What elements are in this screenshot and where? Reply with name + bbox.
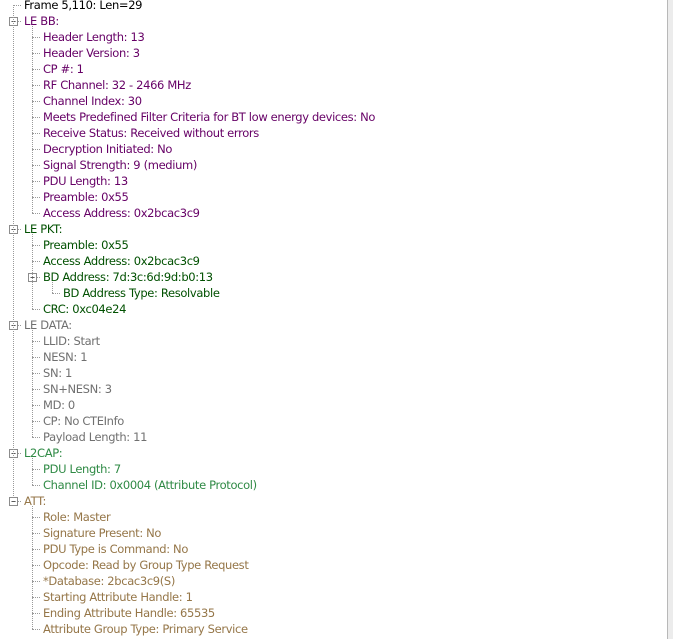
tree-connector-line [52,282,53,293]
tree-node-expandable[interactable]: BD Address: 7d:3c:6d:9d:b0:13 [43,270,213,284]
tree-connector-line [32,437,40,438]
tree-connector-line [32,597,40,598]
collapse-toggle-icon[interactable]: − [9,449,18,458]
tree-connector-line [32,245,40,246]
tree-connector-line [32,405,40,406]
tree-connector-line [32,549,40,550]
tree-node[interactable]: LLID: Start [43,334,100,348]
section-le-pkt[interactable]: LE PKT: [24,222,63,236]
tree-connector-line [32,85,40,86]
tree-connector-line [32,149,40,150]
tree-node[interactable]: CP #: 1 [43,62,84,76]
tree-node[interactable]: Decryption Initiated: No [43,142,173,156]
tree-connector-line [32,458,33,485]
section-att[interactable]: ATT: [24,494,47,508]
tree-connector-line [32,373,40,374]
tree-connector-line [32,533,40,534]
tree-connector-line [18,501,21,502]
tree-connector-line [32,517,40,518]
tree-node[interactable]: RF Channel: 32 - 2466 MHz [43,78,191,92]
tree-connector-line [13,5,14,496]
tree-node-child[interactable]: BD Address Type: Resolvable [63,286,220,300]
tree-node[interactable]: Payload Length: 11 [43,430,148,444]
tree-node[interactable]: CP: No CTEInfo [43,414,124,428]
tree-connector-line [32,117,40,118]
tree-node[interactable]: NESN: 1 [43,350,88,364]
collapse-toggle-icon[interactable]: − [9,17,18,26]
tree-connector-line [32,165,40,166]
tree-node[interactable]: Opcode: Read by Group Type Request [43,558,249,572]
tree-node[interactable]: Receive Status: Received without errors [43,126,259,140]
tree-connector-line [32,26,33,213]
section-le-bb[interactable]: LE BB: [24,14,59,28]
tree-connector-line [32,389,40,390]
tree-connector-line [32,69,40,70]
tree-connector-line [32,565,40,566]
tree-connector-line [32,261,40,262]
tree-node[interactable]: Preamble: 0x55 [43,190,129,204]
tree-connector-line [18,229,21,230]
tree-connector-line [32,469,40,470]
tree-node[interactable]: Access Address: 0x2bcac3c9 [43,206,200,220]
tree-connector-line [52,293,60,294]
tree-connector-line [32,341,40,342]
tree-connector-line [32,37,40,38]
tree-connector-line [32,485,40,486]
collapse-toggle-icon[interactable]: − [9,225,18,234]
tree-connector-line [18,453,21,454]
tree-node[interactable]: PDU Length: 7 [43,462,121,476]
tree-connector-line [32,181,40,182]
tree-node[interactable]: Role: Master [43,510,111,524]
tree-node[interactable]: Signal Strength: 9 (medium) [43,158,198,172]
tree-connector-line [32,309,40,310]
tree-connector-line [32,53,40,54]
vertical-scrollbar[interactable] [667,0,673,639]
tree-node[interactable]: Ending Attribute Handle: 65535 [43,606,215,620]
tree-connector-line [32,613,40,614]
tree-node[interactable]: Meets Predefined Filter Criteria for BT low energy devices: No [43,110,376,124]
section-le-data[interactable]: LE DATA: [24,318,72,332]
collapse-toggle-icon[interactable]: − [28,273,37,282]
tree-connector-line [32,330,33,437]
frame-header[interactable]: Frame 5,110: Len=29 [24,0,143,12]
tree-node[interactable]: Starting Attribute Handle: 1 [43,590,193,604]
tree-node[interactable]: PDU Type is Command: No [43,542,188,556]
tree-node[interactable]: SN: 1 [43,366,72,380]
tree-connector-line [18,325,21,326]
tree-node[interactable]: Header Version: 3 [43,46,140,60]
tree-connector-line [32,213,40,214]
collapse-toggle-icon[interactable]: − [9,497,18,506]
tree-node[interactable]: Access Address: 0x2bcac3c9 [43,254,200,268]
tree-connector-line [32,234,33,309]
tree-connector-line [32,357,40,358]
tree-connector-line [32,506,33,629]
tree-node[interactable]: Signature Present: No [43,526,162,540]
tree-node[interactable]: Channel ID: 0x0004 (Attribute Protocol) [43,478,257,492]
tree-connector-line [37,277,40,278]
tree-node[interactable]: Header Length: 13 [43,30,145,44]
tree-node[interactable]: Attribute Group Type: Primary Service [43,622,248,636]
tree-connector-line [32,101,40,102]
tree-connector-line [32,629,40,630]
collapse-toggle-icon[interactable]: − [9,321,18,330]
tree-connector-line [32,421,40,422]
tree-connector-line [32,197,40,198]
tree-connector-line [13,5,21,6]
tree-node[interactable]: SN+NESN: 3 [43,382,112,396]
tree-connector-line [32,133,40,134]
tree-node[interactable]: Preamble: 0x55 [43,238,129,252]
tree-connector-line [18,21,21,22]
tree-node[interactable]: Channel Index: 30 [43,94,142,108]
section-l2cap[interactable]: L2CAP: [24,446,63,460]
tree-connector-line [32,581,40,582]
tree-node[interactable]: PDU Length: 13 [43,174,128,188]
tree-node[interactable]: *Database: 2bcac3c9(S) [43,574,175,588]
tree-node[interactable]: MD: 0 [43,398,75,412]
tree-node[interactable]: CRC: 0xc04e24 [43,302,127,316]
